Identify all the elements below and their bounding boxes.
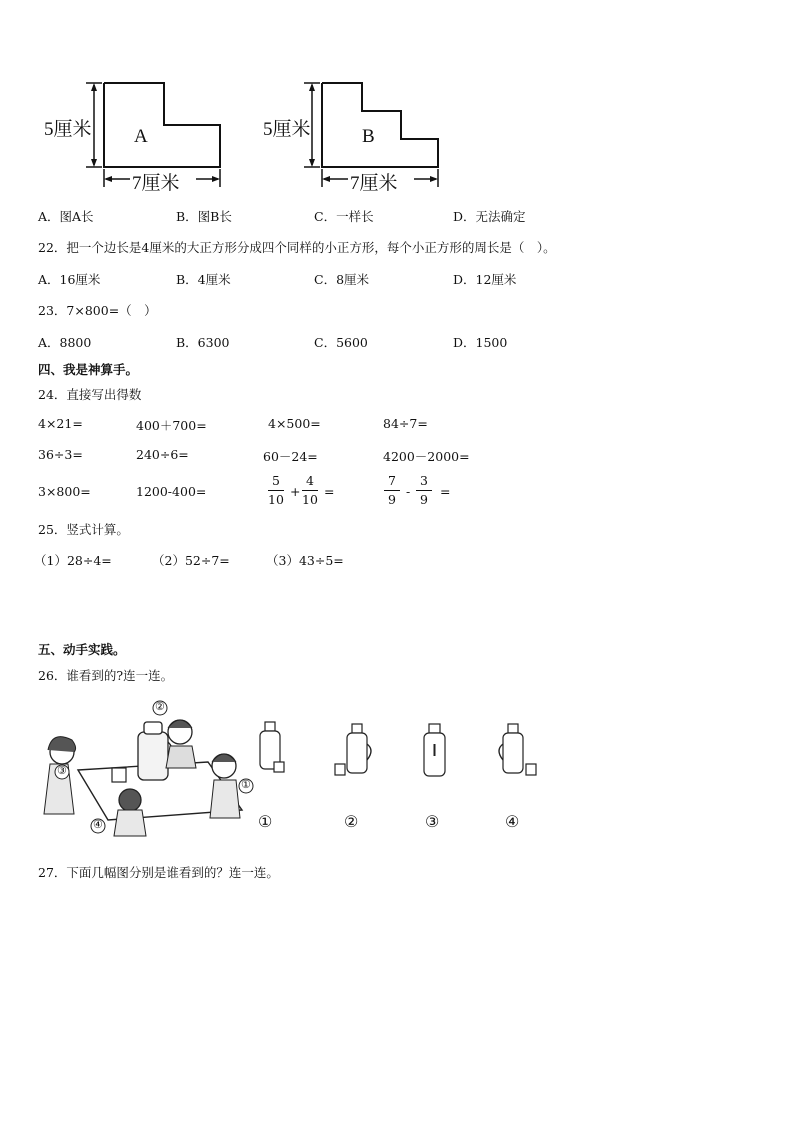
figure-a-height-label: 5厘米 [44, 119, 92, 140]
figure-b-width-label: 7厘米 [350, 173, 398, 194]
scene-label-3: ③ [57, 764, 67, 777]
q25-item-2: （2）52÷7= [152, 553, 230, 568]
view-label-3: ③ [425, 812, 440, 831]
q22-option-d[interactable]: D．12厘米 [453, 272, 517, 287]
view-label-1: ① [258, 812, 273, 831]
figure-a-letter: A [134, 126, 148, 147]
minus-sign: - [406, 484, 411, 499]
q26-question: 26．谁看到的?连一连。 [38, 668, 174, 683]
thermos-view-1[interactable] [256, 720, 288, 780]
q24-item: 3×800= [38, 484, 91, 499]
thermos-view-3[interactable] [420, 722, 450, 780]
q24-item: 1200-400= [136, 484, 207, 499]
view-label-2: ② [344, 812, 359, 831]
q24-question: 24．直接写出得数 [38, 387, 142, 402]
q22-option-c[interactable]: C．8厘米 [314, 272, 370, 287]
q24-item: 4200－2000= [383, 449, 470, 464]
plus-sign: + [290, 484, 301, 499]
q21-option-a[interactable]: A．图A长 [38, 209, 94, 224]
figure-a-width-label: 7厘米 [132, 173, 180, 194]
q27-question: 27．下面几幅图分别是谁看到的？连一连。 [38, 865, 279, 880]
thermos-view-2[interactable] [332, 722, 382, 780]
q21-option-b[interactable]: B．图B长 [176, 209, 232, 224]
section-4-heading: 四、我是神算手。 [38, 362, 139, 377]
q23-question: 23．7×800=（ ） [38, 303, 157, 318]
q25-question: 25．竖式计算。 [38, 522, 129, 537]
q24-item: 4×21= [38, 416, 83, 431]
q21-option-d[interactable]: D．无法确定 [453, 209, 526, 224]
fraction-7-9: 7 9 [384, 472, 400, 509]
q24-item: 84÷7= [383, 416, 428, 431]
figure-b-height-label: 5厘米 [263, 119, 311, 140]
q24-item: 36÷3= [38, 447, 83, 462]
q25-item-1: （1）28÷4= [34, 553, 112, 568]
q25-item-3: （3）43÷5= [266, 553, 344, 568]
q23-option-b[interactable]: B．6300 [176, 335, 230, 350]
fraction-5-10: 5 10 [268, 473, 284, 507]
equals-sign: = [440, 484, 451, 499]
q22-option-a[interactable]: A．16厘米 [38, 272, 101, 287]
view-label-4: ④ [505, 812, 520, 831]
fraction-3-9: 3 9 [416, 472, 432, 509]
q24-item: 4×500= [268, 416, 321, 431]
scene-label-1: ① [241, 778, 251, 791]
q23-option-d[interactable]: D．1500 [453, 335, 508, 350]
thermos-view-4[interactable] [494, 722, 544, 780]
observation-scene-illustration [40, 700, 273, 840]
fraction-4-10: 4 10 [302, 473, 318, 507]
section-5-heading: 五、动手实践。 [38, 642, 126, 657]
figure-b-letter: B [362, 126, 375, 147]
q21-option-c[interactable]: C．一样长 [314, 209, 374, 224]
equals-sign: = [324, 484, 335, 499]
q24-item: 400＋700= [136, 418, 207, 433]
scene-label-4: ④ [93, 818, 103, 831]
scene-label-2: ② [155, 700, 165, 713]
q24-item: 60－24= [263, 449, 318, 464]
q22-question: 22．把一个边长是4厘米的大正方形分成四个同样的小正方形，每个小正方形的周长是（ ）。 [38, 240, 556, 255]
q24-item: 240÷6= [136, 447, 189, 462]
q23-option-a[interactable]: A．8800 [38, 335, 92, 350]
q23-option-c[interactable]: C．5600 [314, 335, 368, 350]
q22-option-b[interactable]: B．4厘米 [176, 272, 231, 287]
